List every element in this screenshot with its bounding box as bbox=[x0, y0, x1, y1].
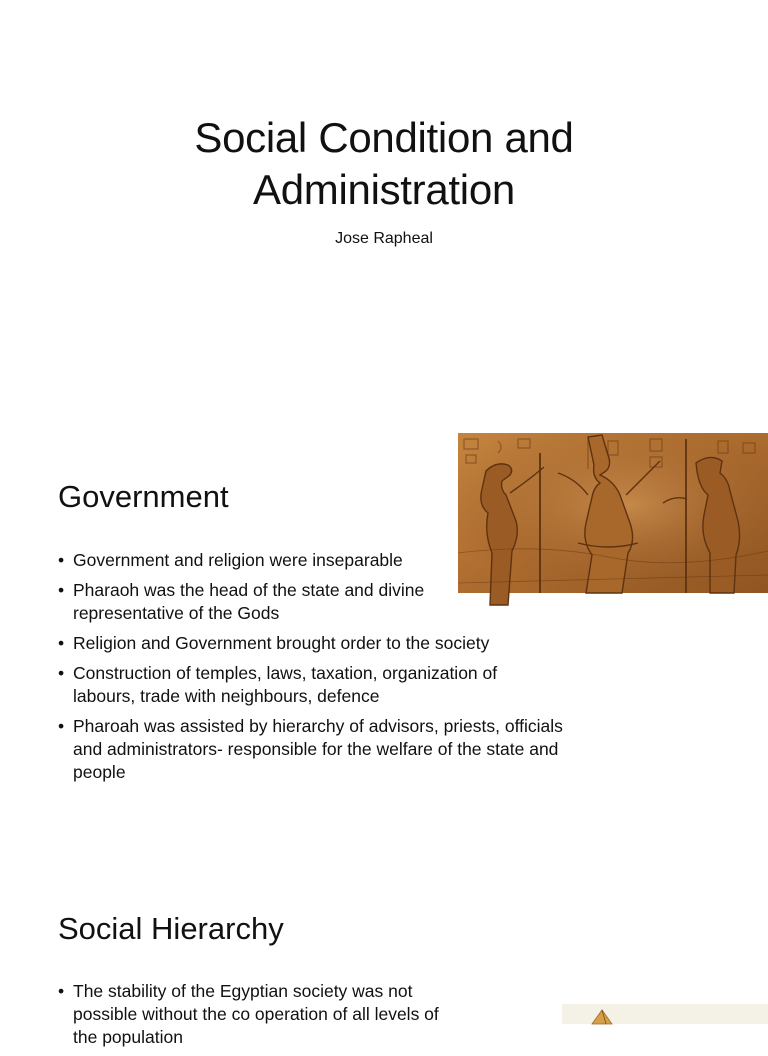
social-hierarchy-slide bbox=[0, 864, 768, 1047]
bullet-text: Government and religion were inseparable bbox=[73, 550, 403, 570]
bullet-icon: • bbox=[58, 663, 65, 683]
social-hierarchy-heading: Social Hierarchy bbox=[58, 911, 284, 946]
list-item bbox=[58, 632, 558, 655]
government-slide bbox=[0, 432, 768, 864]
slide-author: Jose Rapheal bbox=[335, 230, 433, 247]
pyramid-icon bbox=[562, 1004, 768, 1024]
social-hierarchy-bullet-list bbox=[58, 980, 448, 1056]
list-item bbox=[58, 980, 448, 1049]
bullet-icon: • bbox=[58, 981, 65, 1001]
pyramid-image bbox=[562, 1004, 768, 1024]
slide-title bbox=[84, 112, 684, 216]
title-slide bbox=[0, 0, 768, 432]
bullet-text: Construction of temples, laws, taxation, organization of labours, trade with neighbours, defence bbox=[73, 663, 498, 706]
bullet-text: The stability of the Egyptian society was not possible without the co operation of all levels of the population bbox=[73, 981, 439, 1047]
list-item bbox=[58, 579, 473, 625]
bullet-text: Religion and Government brought order to the society bbox=[73, 633, 490, 653]
bullet-icon: • bbox=[58, 633, 65, 653]
government-bullet-list bbox=[58, 549, 563, 791]
slide-title-line-1: Social Condition and bbox=[194, 114, 574, 161]
bullet-text: Pharaoh was the head of the state and divine representative of the Gods bbox=[73, 580, 425, 623]
bullet-icon: • bbox=[58, 580, 65, 600]
list-item bbox=[58, 662, 563, 708]
bullet-icon: • bbox=[58, 550, 65, 570]
list-item bbox=[58, 715, 563, 784]
list-item bbox=[58, 549, 558, 572]
slide-title-line-2: Administration bbox=[253, 166, 515, 213]
bullet-text: Pharoah was assisted by hierarchy of advisors, priests, officials and administrators- responsible for the welfare of the state and people bbox=[73, 716, 563, 782]
government-heading: Government bbox=[58, 479, 229, 514]
bullet-icon: • bbox=[58, 716, 65, 736]
